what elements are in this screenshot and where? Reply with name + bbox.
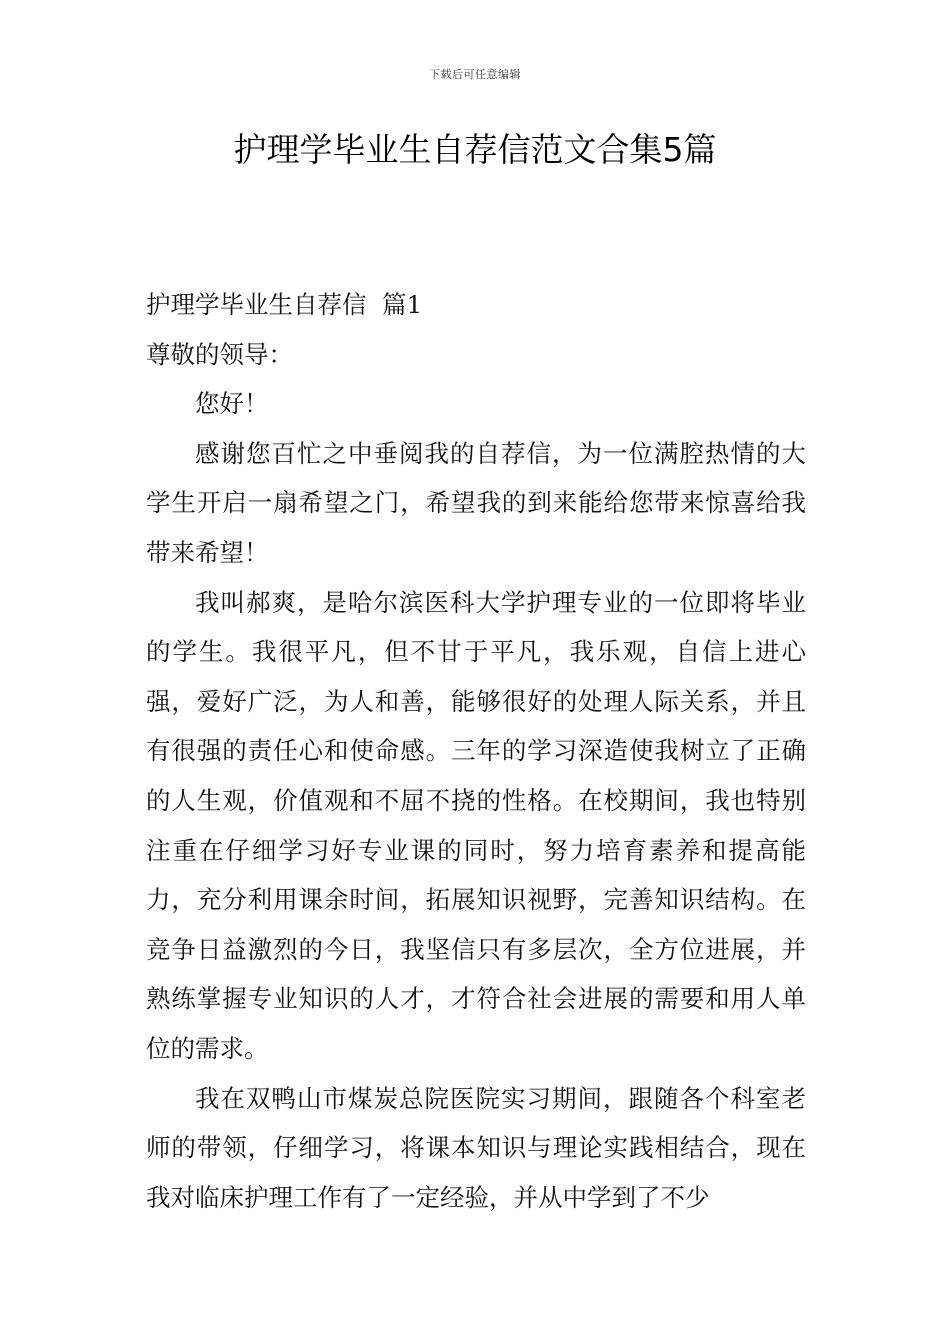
paragraph: 感谢您百忙之中垂阅我的自荐信，为一位满腔热情的大学生开启一扇希望之门，希望我的到来能给您带来惊喜给我带来希望！ bbox=[146, 438, 806, 567]
salutation: 尊敬的领导： bbox=[146, 339, 293, 369]
greeting: 您好！ bbox=[195, 389, 269, 419]
section-heading: 护理学毕业生自荐信 篇1 bbox=[146, 290, 423, 319]
document-body bbox=[146, 280, 806, 1222]
paragraph: 我叫郝爽，是哈尔滨医科大学护理专业的一位即将毕业的学生。我很平凡，但不甘于平凡，我乐观，自信上进心强，爱好广泛，为人和善，能够很好的处理人际关系，并且有很强的责任心和使命感。三年的学习深造使我树立了正确的人生观，价值观和不屈不挠的性格。在校期间，我也特别注重在仔细学习好专业课的同时，努力培育素养和提高能力，充分利用课余时间，拓展知识视野，完善知识结构。在竞争日益激烈的今日，我坚信只有多层次，全方位进展，并熟练掌握专业知识的人才，才符合社会进展的需要和用人单位的需求。 bbox=[146, 587, 806, 1063]
document-title: 护理学毕业生自荐信范文合集5篇 bbox=[233, 130, 717, 169]
header-note: 下载后可任意编辑 bbox=[429, 68, 521, 81]
paragraph: 我在双鸭山市煤炭总院医院实习期间，跟随各个科室老师的带领，仔细学习，将课本知识与理论实践相结合，现在我对临床护理工作有了一定经验，并从中学到了不少 bbox=[146, 1083, 806, 1212]
